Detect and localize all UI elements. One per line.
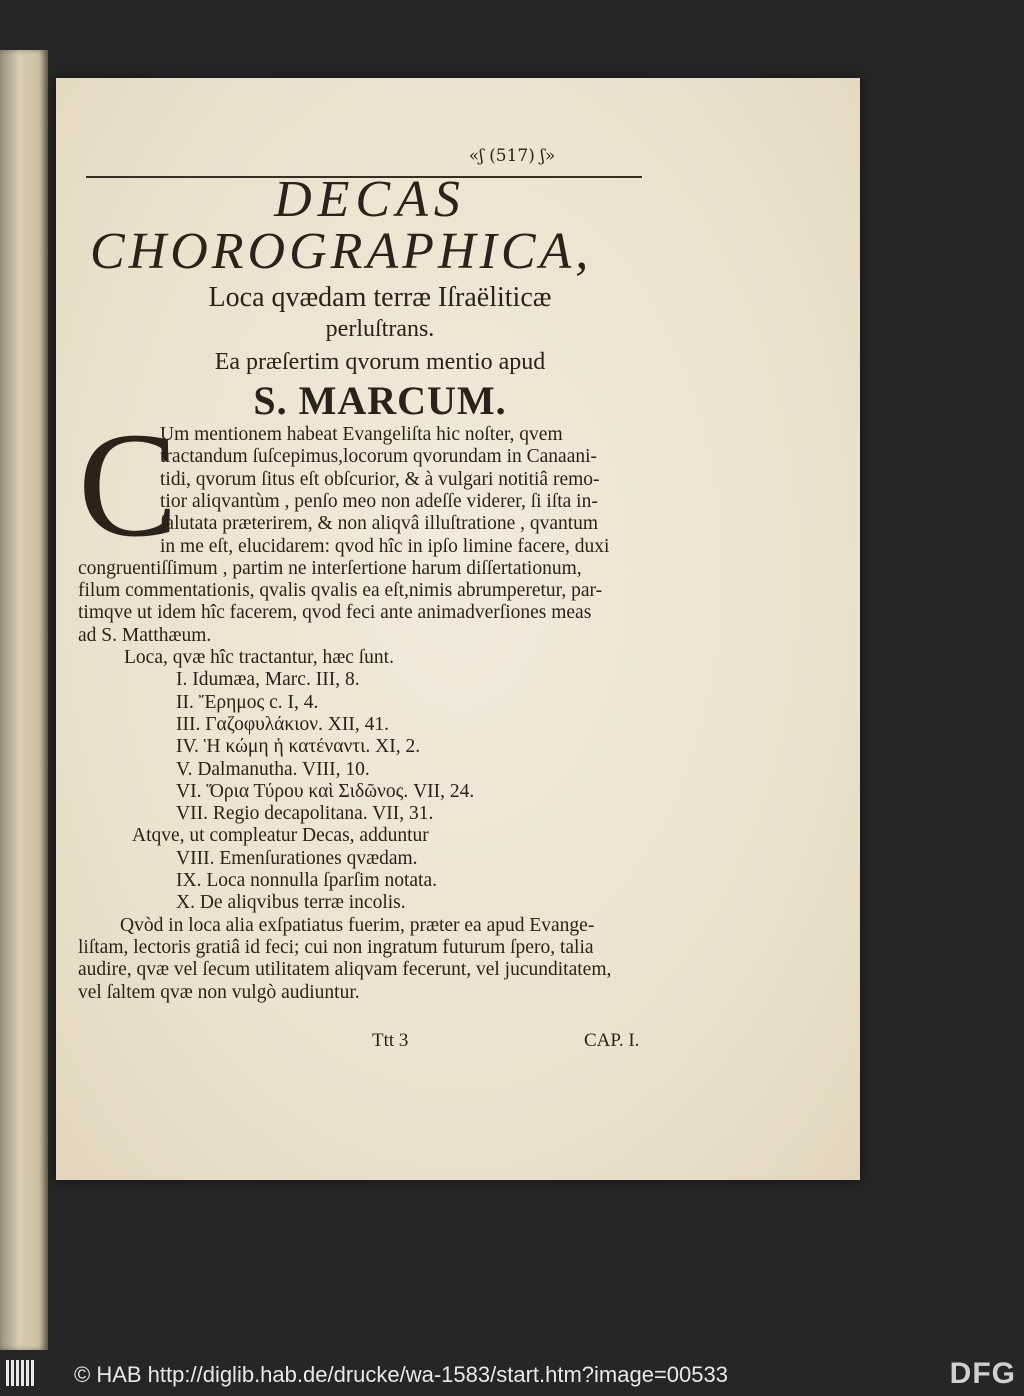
body-line: Um mentionem habeat Evangeliſta hic noſter, qvem: [160, 424, 563, 445]
drop-capital: C: [78, 402, 179, 568]
closing-line: audire, qvæ vel ſecum utilitatem aliqvam fecerunt, vel jucunditatem,: [78, 959, 612, 981]
body-line: tior aliqvantùm , penſo meo non adeſſe viderer, ſi iſta in-: [160, 490, 598, 512]
list-intro-2: Atqve, ut compleatur Decas, adduntur: [132, 825, 429, 847]
subtitle-marcum: S. MARCUM.: [253, 378, 507, 423]
signature-mark: Ttt 3: [372, 1030, 409, 1051]
body-line: ſalutata præterirem, & non aliqvâ illuſtratione , qvantum: [160, 513, 599, 535]
list-intro: Loca, qvæ hîc tractantur, hæc ſunt.: [124, 647, 394, 668]
body-line: timqve ut idem hîc facerem, qvod feci ante animadverſiones meas: [78, 602, 592, 624]
title-line-2: CHOROGRAPHICA,: [90, 223, 593, 280]
subtitle-line-1: Loca qvædam terræ Iſraëliticæ: [208, 282, 552, 313]
body-line: tidi, qvorum ſitus eſt obſcurior, & à vulgari notitiâ remo-: [160, 468, 600, 490]
subtitle-line-3: Ea præſertim qvorum mentio apud: [214, 349, 546, 375]
catchword: CAP. I.: [584, 1030, 640, 1051]
page-number: «ʃ (517) ʃ»: [468, 146, 556, 166]
list-item: VI. Ὅρια Τύρου καὶ Σιδῶνος. VII, 24.: [176, 780, 475, 802]
list-item: II. Ἔρημος c. I, 4.: [176, 691, 319, 713]
credit-link[interactable]: © HAB http://diglib.hab.de/drucke/wa-1583/start.htm?image=00533: [74, 1362, 728, 1387]
list-item: IX. Loca nonnulla ſparſim notata.: [176, 870, 438, 891]
list-item: VII. Regio decapolitana. VII, 31.: [176, 803, 434, 825]
closing-line: Qvòd in loca alia exſpatiatus fuerim, præter ea apud Evange-: [120, 914, 595, 936]
dfg-logo: DFG: [949, 1357, 1016, 1390]
body-line: filum commentationis, qvalis qvalis ea eſt,nimis abrumperetur, par-: [78, 580, 603, 602]
body-line: congruentiſſimum , partim ne interſertione harum diſſertationum,: [78, 557, 582, 579]
title-line-1: DECAS: [274, 171, 466, 228]
body-line: ad S. Matthæum.: [78, 624, 212, 646]
list-item: I. Idumæa, Marc. III, 8.: [176, 669, 360, 691]
list-item: IV. Ἡ κώμη ἡ κατέναντι. XI, 2.: [176, 736, 421, 758]
viewer-footer-bar: [0, 1352, 1024, 1396]
body-line: in me eſt, elucidarem: qvod hîc in ipſo limine facere, duxi: [160, 535, 610, 557]
library-logo-icon: [6, 1360, 46, 1390]
list-item: III. Γαζοφυλάκιον. XII, 41.: [176, 713, 389, 735]
subtitle-line-2: perluſtrans.: [325, 316, 435, 342]
list-item: V. Dalmanutha. VIII, 10.: [176, 758, 370, 780]
closing-line: vel ſaltem qvæ non vulgò audiuntur.: [78, 981, 360, 1003]
list-item: X. De aliqvibus terræ incolis.: [176, 892, 406, 914]
adjacent-page-edge: [0, 50, 48, 1350]
body-line: tractandum ſuſcepimus,locorum qvorundam in Canaani-: [160, 446, 598, 468]
list-item: VIII. Emenſurationes qvædam.: [176, 847, 418, 869]
closing-line: liſtam, lectoris gratiâ id feci; cui non ingratum futurum ſpero, talia: [78, 936, 594, 958]
